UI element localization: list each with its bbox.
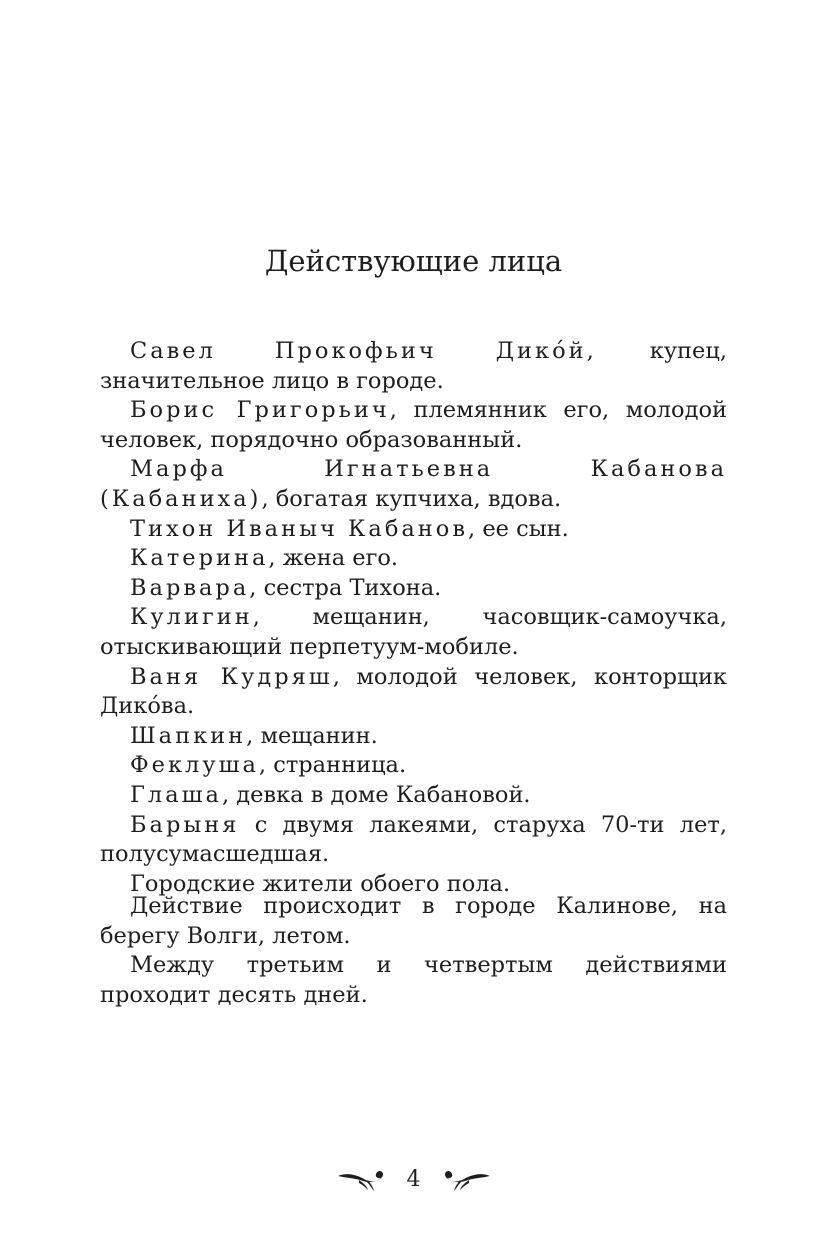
page-footer [0, 1160, 827, 1200]
cast-entry [100, 781, 727, 811]
character-name: Варвара [130, 574, 250, 601]
cast-entry [100, 574, 727, 604]
stage-notes [100, 892, 727, 1010]
character-description: с двумя лакеями, старуха 70-ти лет, полусумасшедшая. [100, 811, 727, 868]
page-number: 4 [406, 1167, 421, 1192]
character-description: , сестра Тихона. [249, 574, 442, 601]
character-name: Барыня [130, 811, 240, 838]
character-name: Шапкин [130, 722, 247, 749]
character-description: , купец, значительное лицо в городе. [100, 338, 727, 394]
character-name: Катерина [130, 545, 269, 572]
cast-entry [100, 455, 727, 514]
character-name: Борис Григорьич [130, 397, 390, 424]
character-description: , мещанин, часовщик-самоучка, отыскивающий перпетуум-мобиле. [100, 604, 727, 660]
cast-entry [100, 603, 727, 662]
character-description: , жена его. [268, 545, 399, 572]
flourish-right-icon [443, 1167, 491, 1193]
character-description: , молодой человек, конторщик Дико́ва. [100, 663, 727, 720]
character-name: Савел Прокофьич Дико́й [130, 338, 587, 364]
character-description: , богатая купчиха, вдова. [261, 485, 562, 512]
flourish-left-icon [337, 1167, 385, 1193]
cast-entry [100, 515, 727, 545]
page-title: Действующие лица [264, 244, 563, 278]
cast-list [100, 337, 727, 899]
cast-entry [100, 811, 727, 870]
cast-entry [100, 396, 727, 455]
character-description: , племянник его, молодой человек, порядочно образованный. [100, 397, 727, 453]
note-paragraph: Действие происходит в городе Калинове, на берегу Волги, летом. [100, 893, 727, 949]
character-name: Глаша [130, 781, 222, 808]
cast-entry [100, 544, 727, 574]
cast-entry [100, 337, 727, 396]
character-description: , ее сын. [468, 515, 569, 542]
character-description: , мещанин. [246, 722, 378, 749]
note-paragraph: Между третьим и четвертым действиями проходит десять дней. [100, 952, 727, 1008]
character-name: Тихон Иваныч Кабанов [130, 515, 469, 542]
character-name: Марфа Игнатьевна Кабанова (Кабаниха) [100, 456, 727, 512]
character-name: Ваня Кудряш [130, 663, 333, 690]
cast-entry [100, 751, 727, 781]
character-name: Феклуша [130, 752, 259, 779]
character-name: Кулигин [130, 604, 253, 631]
character-description: Городские жители обоего пола. [130, 870, 511, 897]
cast-entry [100, 663, 727, 722]
character-description: , странница. [258, 752, 407, 779]
cast-entry [100, 722, 727, 752]
character-description: , девка в доме Кабановой. [221, 781, 531, 808]
